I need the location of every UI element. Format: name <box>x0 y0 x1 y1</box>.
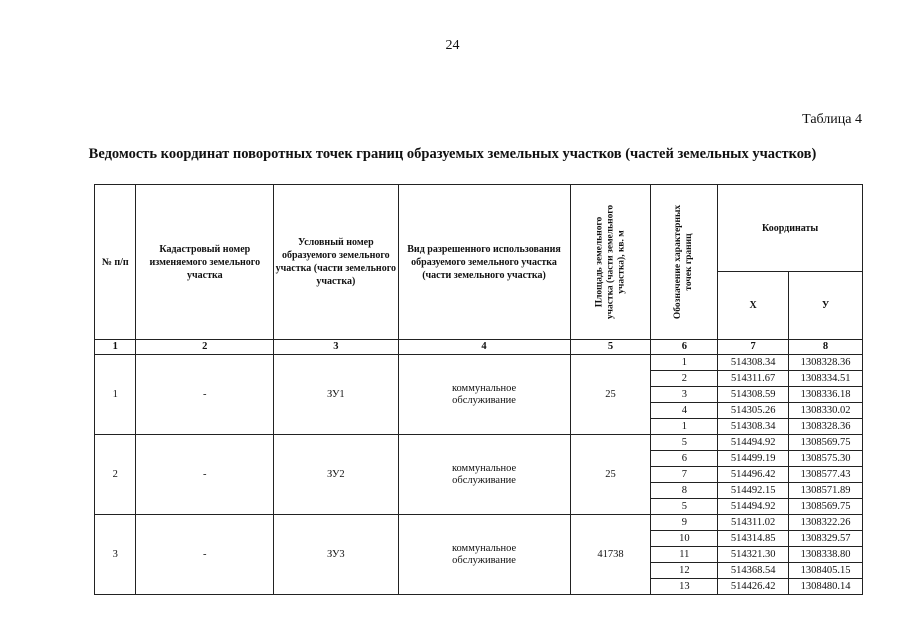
point-y-cell: 1308569.75 <box>789 499 863 515</box>
point-id-cell: 3 <box>651 387 718 403</box>
parcel-use-type-cell: коммунальное обслуживание <box>398 435 570 515</box>
parcel-area-cell: 25 <box>570 355 651 435</box>
header-area <box>570 185 651 340</box>
table-row <box>95 355 863 371</box>
header-coordinates: Координаты <box>718 185 863 272</box>
point-x-cell: 514308.59 <box>718 387 789 403</box>
parcel-conditional-cell: ЗУ1 <box>274 355 398 435</box>
parcel-cadastral-cell: - <box>136 515 274 595</box>
parcel-use-type-cell: коммунальное обслуживание <box>398 515 570 595</box>
point-id-cell: 8 <box>651 483 718 499</box>
point-y-cell: 1308330.02 <box>789 403 863 419</box>
header-area-line2: участка (части земельного <box>605 204 616 320</box>
header-points-line2: точек границ <box>684 233 695 291</box>
coordinates-table <box>94 184 863 595</box>
header-cadastral: Кадастровый номер изменяемого земельного участка <box>136 185 274 340</box>
point-id-cell: 6 <box>651 451 718 467</box>
document-title: Ведомость координат поворотных точек границ образуемых земельных участков (частей земельных участков) <box>88 146 817 162</box>
point-y-cell: 1308334.51 <box>789 371 863 387</box>
parcel-conditional-cell: ЗУ2 <box>274 435 398 515</box>
point-x-cell: 514492.15 <box>718 483 789 499</box>
point-y-cell: 1308338.80 <box>789 547 863 563</box>
point-x-cell: 514496.42 <box>718 467 789 483</box>
point-y-cell: 1308569.75 <box>789 435 863 451</box>
column-number: 3 <box>274 340 398 355</box>
parcel-num-cell: 3 <box>95 515 136 595</box>
point-id-cell: 4 <box>651 403 718 419</box>
point-y-cell: 1308571.89 <box>789 483 863 499</box>
header-num: № п/п <box>95 185 136 340</box>
point-x-cell: 514494.92 <box>718 435 789 451</box>
parcel-num-cell: 2 <box>95 435 136 515</box>
point-y-cell: 1308405.15 <box>789 563 863 579</box>
point-x-cell: 514494.92 <box>718 499 789 515</box>
point-y-cell: 1308480.14 <box>789 579 863 595</box>
column-number: 1 <box>95 340 136 355</box>
point-id-cell: 2 <box>651 371 718 387</box>
header-points-line1: Обозначение характерных <box>673 204 684 320</box>
point-x-cell: 514368.54 <box>718 563 789 579</box>
point-y-cell: 1308575.30 <box>789 451 863 467</box>
table-label: Таблица 4 <box>802 112 862 127</box>
parcel-area-cell: 25 <box>570 435 651 515</box>
column-number: 7 <box>718 340 789 355</box>
point-x-cell: 514311.67 <box>718 371 789 387</box>
point-x-cell: 514321.30 <box>718 547 789 563</box>
parcel-cadastral-cell: - <box>136 355 274 435</box>
column-number: 5 <box>570 340 651 355</box>
table-row <box>95 435 863 451</box>
point-id-cell: 9 <box>651 515 718 531</box>
point-id-cell: 13 <box>651 579 718 595</box>
point-y-cell: 1308328.36 <box>789 355 863 371</box>
column-number: 4 <box>398 340 570 355</box>
parcel-cadastral-cell: - <box>136 435 274 515</box>
point-y-cell: 1308328.36 <box>789 419 863 435</box>
point-x-cell: 514308.34 <box>718 419 789 435</box>
parcel-conditional-cell: ЗУ3 <box>274 515 398 595</box>
parcel-area-cell: 41738 <box>570 515 651 595</box>
point-y-cell: 1308322.26 <box>789 515 863 531</box>
point-id-cell: 12 <box>651 563 718 579</box>
point-x-cell: 514308.34 <box>718 355 789 371</box>
parcel-num-cell: 1 <box>95 355 136 435</box>
table-row <box>95 515 863 531</box>
point-id-cell: 1 <box>651 355 718 371</box>
point-id-cell: 5 <box>651 435 718 451</box>
point-id-cell: 5 <box>651 499 718 515</box>
point-x-cell: 514426.42 <box>718 579 789 595</box>
point-id-cell: 7 <box>651 467 718 483</box>
header-area-line3: участка), кв. м <box>616 230 627 294</box>
column-number-row <box>95 340 863 355</box>
column-number: 6 <box>651 340 718 355</box>
header-x: Х <box>718 272 789 340</box>
header-points <box>651 185 718 340</box>
header-conditional: Условный номер образуемого земельного участка (части земельного участка) <box>274 185 398 340</box>
header-y: У <box>789 272 863 340</box>
point-x-cell: 514305.26 <box>718 403 789 419</box>
page-number: 24 <box>445 38 460 53</box>
point-y-cell: 1308577.43 <box>789 467 863 483</box>
point-y-cell: 1308329.57 <box>789 531 863 547</box>
column-number: 8 <box>789 340 863 355</box>
point-id-cell: 10 <box>651 531 718 547</box>
point-x-cell: 514499.19 <box>718 451 789 467</box>
point-id-cell: 1 <box>651 419 718 435</box>
point-id-cell: 11 <box>651 547 718 563</box>
point-x-cell: 514314.85 <box>718 531 789 547</box>
point-y-cell: 1308336.18 <box>789 387 863 403</box>
column-number: 2 <box>136 340 274 355</box>
parcel-use-type-cell: коммунальное обслуживание <box>398 355 570 435</box>
header-area-line1: Площадь земельного <box>594 216 605 308</box>
header-use-type: Вид разрешенного использования образуемого земельного участка (части земельного участка) <box>398 185 570 340</box>
point-x-cell: 514311.02 <box>718 515 789 531</box>
